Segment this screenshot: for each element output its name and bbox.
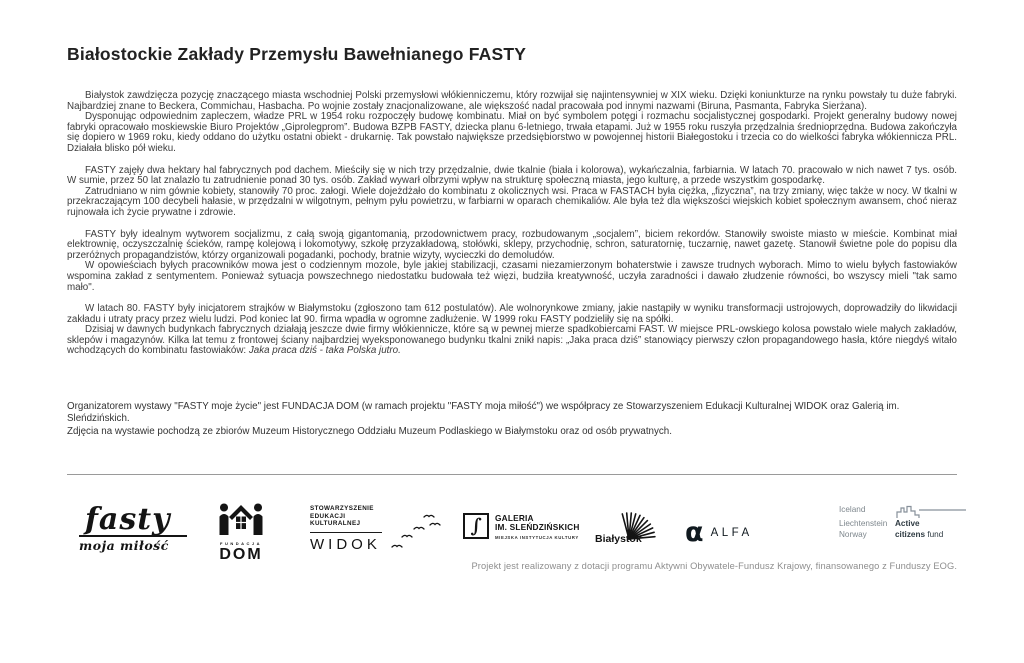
galeria-text-block xyxy=(495,513,580,539)
logo-fundacja-dom xyxy=(215,501,267,564)
alfa-wordmark: ALFA xyxy=(710,527,753,540)
widok-line-1: STOWARZYSZENIE xyxy=(310,505,374,513)
paragraph-2: Dysponując odpowiednim zapleczem, władze PRL w 1954 roku rozpoczęły budowę kombinatu. Miał on być symbolem potęgi i rozmachu socjalistycznej gospodarki. Projekt generalny budowy nowej fabryki opracowało moskiewskie Biuro Projektów „Giprolegprom”. Budowa BZPB FASTY, dziecka planu 6-letniego, trwała etapami. Już w 1955 roku ruszyła przędzalnia średnioprzędna. Budowa zakończyła się dopiero w 1969 roku, kiedy oddano do użytku ostatni obiekt - drukarnię. Tak powstało największe przedsiębiorstwo w powojennej historii Białegostoku i trzecia co do wielkości fabryka włókiennicza PRL. Działała blisko pół wieku. xyxy=(67,111,957,154)
galeria-s-glyph: ∫ xyxy=(470,514,482,537)
acf-country-norway: Norway xyxy=(839,529,867,539)
fundacja-label: FUNDACJA xyxy=(220,541,262,547)
paragraph-6: W opowieściach byłych pracowników mowa jest o codziennym mozole, byle jakiej stabilizacji, czasami niezamierzonym bohaterstwie i zawsze trudnych wyborach. Mimo to wielu byłych fastowiaków wspomina zakład z sentymentem. Ponieważ sytuacja powszechnego niedostatku budowała też więzi, budziła kreatywność, uczyła zaradności i dawało złudzenie równości, bo wszyscy mieli "tak samo mało". xyxy=(67,260,957,293)
bialystok-wordmark: Białystok xyxy=(595,533,642,546)
acf-active-label: Active xyxy=(895,519,920,529)
article-body xyxy=(67,91,957,357)
flying-birds-icon xyxy=(390,513,442,555)
paragraph-8 xyxy=(67,325,957,357)
galeria-monogram-icon xyxy=(463,513,489,539)
paragraph-8-text: Dzisiaj w dawnych budynkach fabrycznych działają jeszcze dwie firmy włókiennicze, które są w pewnej mierze spadkobiercami FAST. W miejsce PRL-owskiego kolosa powstało wiele małych zakładów, sklepów i magazynów. Kilka lat temu z frontowej ściany najbardziej wyeksponowanego budynku tkalni znikł napis: „Jaka praca dziś” stanowiący pierwszy człon propagandowego hasła, które niegdyś witało wchodzących do kombinatu fastowiaków: xyxy=(67,324,957,357)
alpha-symbol-icon: α xyxy=(685,517,704,549)
galeria-line-3: MIEJSKA INSTYTUCJA KULTURY xyxy=(495,534,579,540)
acf-citizens-fund-label: citizens fund xyxy=(895,529,944,539)
fasty-subtitle: moja miłość xyxy=(79,538,169,554)
galeria-line-2: IM. SLEŃDZIŃSKICH xyxy=(495,522,580,533)
widok-wordmark: WIDOK xyxy=(310,536,381,554)
credits-photos: Zdjęcia na wystawie pochodzą ze zbiorów Muzeum Historycznego Oddziału Muzeum Podlaskiego w Białymstoku oraz od osób prywatnych. xyxy=(67,425,672,437)
logo-alfa xyxy=(685,517,753,549)
logo-widok xyxy=(310,505,382,553)
dom-wordmark: DOM xyxy=(219,546,263,564)
page-title: Białostockie Zakłady Przemysłu Bawełnianego FASTY xyxy=(67,44,527,64)
exhibition-credits xyxy=(67,401,957,438)
paragraph-1: Białystok zawdzięcza pozycję znaczącego miasta wschodniej Polski przemysłowi włókienniczemu, który rozwijał się najintensywniej w XIX wieku. Dzięki koniunkturze na rynku powstały tu duże fabryki. Najbardziej znane to Beckera, Commichau, Hasbacha. Po wojnie zostały znacjonalizowane, ale większość nadal pracowała pod innymi nazwami (Biruna, Pasmanta, Fabryka Sierżana). xyxy=(67,90,957,112)
galeria-line-1: GALERIA xyxy=(495,513,534,524)
buildings-skyline-icon xyxy=(895,505,967,519)
widok-association-lines xyxy=(310,505,382,533)
acf-country-liechtenstein: Liechtenstein xyxy=(839,519,888,529)
partner-logo-strip xyxy=(67,475,957,587)
acf-country-iceland: Iceland xyxy=(839,505,866,515)
logo-galeria-slendzinskich xyxy=(463,513,580,539)
logo-fasty-moja-milosc xyxy=(79,502,187,554)
funding-note: Projekt jest realizowany z dotacji programu Aktywni Obywatele-Fundusz Krajowy, finansowanego z Funduszy EOG. xyxy=(471,561,957,572)
paragraph-4: Zatrudniano w nim gównie kobiety, stanowiły 70 proc. załogi. Wiele dojeżdżało do kombinatu z okolicznych wsi. Praca w FASTACH była ciężka, „fizyczna”, na trzy zmiany, więc także w nocy. W tkalni w przekraczającym 100 decybeli hałasie, w przędzalni w wilgotnym, pełnym pyłu powietrzu, w farbiarni w oparach chemikaliów. Ale była też dla większości wiejskich kobiet społecznym awansem, choć nieraz rujnowała ich życie prywatne i zdrowie. xyxy=(67,185,957,218)
widok-line-2: EDUKACJI xyxy=(310,512,346,520)
house-with-people-icon xyxy=(218,501,264,535)
paragraph-3: FASTY zajęły dwa hektary hal fabrycznych pod dachem. Mieściły się w nich trzy przędzalnie, dwie tkalnie (biała i kolorowa), wykańczalnia, farbiarnia. W latach 70. pracowało w nich nawet 7 tys. osób. W sumie, przez 50 lat znalazło tu zatrudnienie ponad 30 tys. osób. Zakład wywarł olbrzymi wpływ na strukturę społeczną miasta, jego kulturę, a przede wszystkim gospodarkę. xyxy=(67,164,957,187)
paragraph-8-slogan: Jaka praca dziś - taka Polska jutro. xyxy=(248,345,401,357)
fasty-script-wordmark: fasty xyxy=(79,505,187,537)
logo-active-citizens-fund xyxy=(839,505,969,540)
widok-line-3: KULTURALNEJ xyxy=(310,520,361,528)
credits-organizer: Organizatorem wystawy "FASTY moje życie" jest FUNDACJA DOM (w ramach projektu "FASTY moja miłość") we współpracy ze Stowarzyszeniem Edukacji Kulturalnej WIDOK oraz Galerią im. Sleńdzińskich. xyxy=(67,401,900,425)
paragraph-7: W latach 80. FASTY były inicjatorem strajków w Białymstoku (zgłoszono tam 612 postulatów). Ale wolnorynkowe zmiany, jakie nastąpiły w wyniku transformacji ustrojowych, doprowadziły do likwidacji zakładu i utraty pracy przez wielu ludzi. Pod koniec lat 90. firma wpadła w ogromne zadłużenie. W 1999 roku FASTY podzieliły się na spółki. xyxy=(67,303,957,325)
logo-bialystok xyxy=(595,509,657,551)
paragraph-5: FASTY były idealnym wytworem socjalizmu, z całą swoją gigantomanią, przodownictwem pracy, rozbudowanym „socjalem”, biciem rekordów. Stanowiły swoiste miasto w mieście. Kombinat miał elektrownię, oczyszczalnię ścieków, rampę kolejową i lokomotywy, szkołę przyzakładową, stołówki, sklepy, przychodnię, schron, saturatornię, tuczarnię, nawet gazetę. Stanowił świetne pole do popisu dla przeróżnych propagandzistów, którzy organizowali pogadanki, pochody, bratnie wizyty, wycieczki do demoludów. xyxy=(67,228,957,261)
